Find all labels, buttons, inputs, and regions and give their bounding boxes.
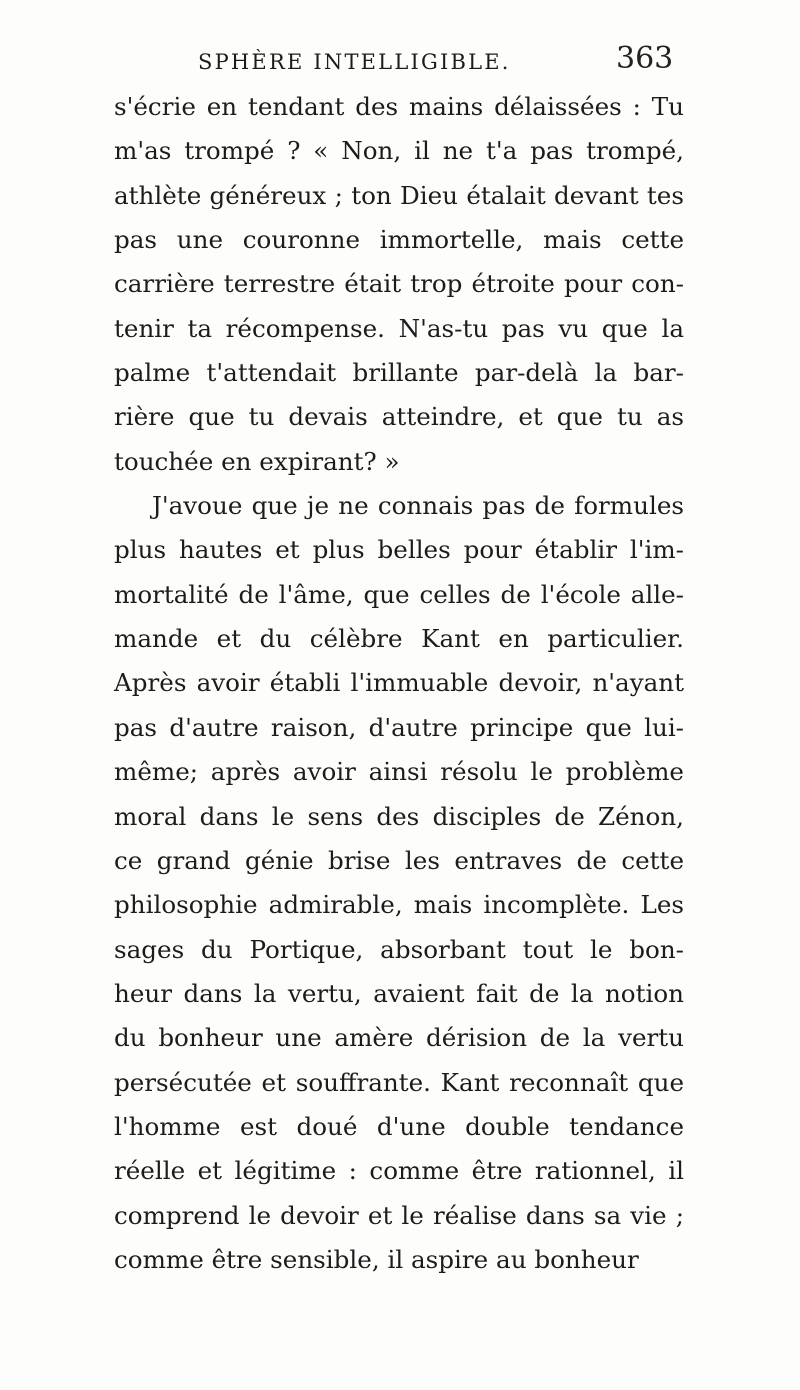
text-line: sages du Portique, absorbant tout le bon-: [114, 934, 684, 964]
text-line: J'avoue que je ne connais pas de formules: [152, 491, 684, 521]
text-line: m'as trompé ? « Non, il ne t'a pas trompé,: [114, 136, 684, 166]
text-line: tenir ta récompense. N'as-tu pas vu que la: [114, 313, 684, 343]
text-line: s'écrie en tendant des mains délaissées : Tu: [114, 92, 684, 121]
body-text: [114, 85, 684, 1282]
text-line: philosophie admirable, mais incomplète. Les: [114, 890, 684, 920]
running-head: SPHÈRE INTELLIGIBLE.: [198, 50, 511, 74]
text-line: mande et du célèbre Kant en particulier.: [114, 624, 684, 654]
text-line: comme être sensible, il aspire au bonheur: [114, 1244, 639, 1274]
text-line: même; après avoir ainsi résolu le problème: [114, 757, 684, 787]
text-line: du bonheur une amère dérision de la vertu: [114, 1023, 684, 1053]
text-line: athlète généreux ; ton Dieu étalait devant tes: [114, 180, 684, 210]
page-number: 363: [616, 41, 674, 76]
text-line: mortalité de l'âme, que celles de l'école alle-: [114, 579, 684, 609]
text-line: palme t'attendait brillante par-delà la bar-: [114, 358, 684, 388]
text-line: Après avoir établi l'immuable devoir, n'ayant: [114, 668, 684, 698]
text-line: heur dans la vertu, avaient fait de la notion: [114, 978, 684, 1008]
text-line: comprend le devoir et le réalise dans sa vie ;: [114, 1200, 684, 1230]
text-line: moral dans le sens des disciples de Zénon,: [114, 801, 684, 831]
text-line: réelle et légitime : comme être rationnel, il: [114, 1156, 684, 1186]
text-line: plus hautes et plus belles pour établir l'im-: [114, 535, 684, 565]
text-line: ce grand génie brise les entraves de cette: [114, 845, 684, 875]
text-line: pas d'autre raison, d'autre principe que lui-: [114, 712, 684, 742]
text-line: carrière terrestre était trop étroite pour con-: [114, 269, 684, 299]
text-line: touchée en expirant? »: [114, 446, 400, 476]
text-line: rière que tu devais atteindre, et que tu as: [114, 402, 684, 432]
text-line: pas une couronne immortelle, mais cette: [114, 225, 684, 255]
text-line: l'homme est doué d'une double tendance: [114, 1111, 684, 1141]
text-line: persécutée et souffrante. Kant reconnaît que: [114, 1067, 684, 1097]
